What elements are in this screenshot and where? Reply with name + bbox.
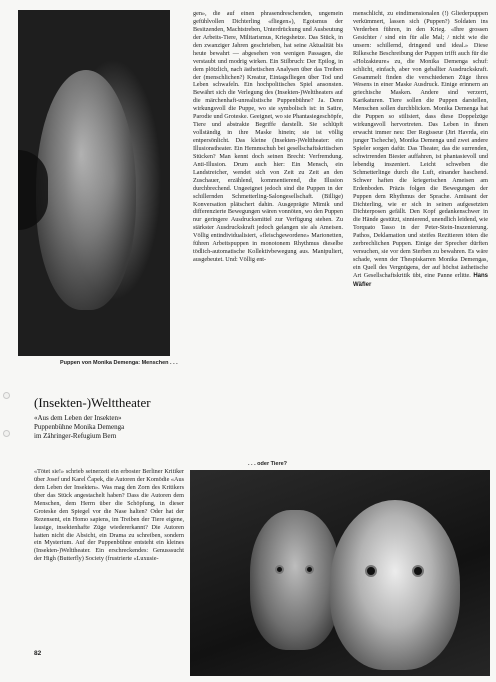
puppet-figure [250, 510, 340, 650]
puppet-eye [275, 565, 284, 574]
text-column-1 [193, 10, 343, 450]
column-body: menschlicht, zu eindimensionalen (!) Gliederpuppen verkümmert, lassen sich (Puppen?) Soldaten ins Verderben führen, in den Krieg. «Ihre grossen Gesichter / sind ein für alle Mal; / nicht wie die unsern: schillernd, dringend und ideal.» Diese Rilkesche Beschreibung der Puppen trifft auch für die «Holzakteure» zu, die Monika Demenga schuf: schlicht, einfach, aber von geballter Ausdruckskraft. Gesammelt finden die verschiedenen Züge ihres Wesens in einer Maske Ausdruck. Einige erinnern an griechische Masken. Andere sind verzerrt, Karikaturen. Tiere sollen die Puppen darstellen, Menschen sollen durchblicken. Monika Demenga hat die Puppen so stilisiert, dass diese Doppelzüge wirkungsvoll hervortreten. Das Leben in ihnen erwacht immer neu: Der Regisseur (Jiri Havrda, ein junger Tscheche), Monika Demenga und zwei andere Spieler sorgen dafür. Das Theater, das die surrenden, schwirrenden Biester auffahren, ist phantasievoll und lebendig inszeniert. Leicht schweben die Schmetterlinge durch die Luft, einander haschend. Schwer haften die kriegerischen Ameisen am Erdenboden. Präzis folgen die Bewegungen der Puppen dem Rhythmus der Sprache. Amüsant der Dichterling, wie er sich in seinen aufgesetzten Dichterposen gefällt. Den Kopf gedankenschwer in die Hände gestützt, sinnierend, unendlich leidend, wie Torquato Tasso in der Peter-Stein-Inszenierung. Pathos, Deklamation und steifes Rezitieren töten die zerbrechlichen Puppen. Einige der Sprecher dürften versuchen, sie vor dem Sterben zu bewahren. Es wäre schade, wenn der Thespiskarren Monika Demengas, ein Quell des Vergnügens, der auf höchst ästhetische Art Gesellschaftskritik übt, eine Panne erlitte. [353, 10, 488, 279]
article-title: (Insekten-)Welttheater [34, 395, 151, 410]
puppet-eye [412, 565, 424, 577]
subtitle-line: im Zähringer-Refugium Bern [34, 432, 117, 441]
photo-caption-bottom: . . . oder Tiere? [248, 461, 288, 467]
punch-hole [3, 430, 10, 437]
puppet-eye [305, 565, 314, 574]
page-number: 82 [34, 650, 42, 657]
text-column-2 [353, 10, 488, 460]
puppet-figure [330, 500, 460, 670]
puppet-photo-humans [18, 10, 170, 356]
column-text: gen», die auf einen phrasendreschenden, ungemein gefühlvollen Dichterling «fliegen»), Egoismus der Besitzenden, Machtstreben, Unterdrückung und Ausbeutung der Arbeits-Tiere, Militarismus, Kriegshetze. Das Stück, in den zwanziger Jahren geschrieben, hat seine Aktualität bis heute bewahrt — abgesehen von wenigen Passagen, die verstaubt und modrig wirken. Ein Stilbruch: Der Epilog, in dem plötzlich, nach ästhetischen Analysen über das Treiben der (menschlichen?) Kreatur, Eintagsfliegen über Tod und Leben schwafeln. Ein hochpolitisches Spiel ansonsten. Bewährt sich die Verlegung des (Insekten-)Welttheaters auf die märchenhaft-unrealistische Puppenbühne? Ja. Denn wirkungsvoll die Puppe, wo sie symbolisch ist: in Satire, Parodie und Groteske. Geeignet, wo sie Phantasiegeschöpfe, Tiere und abstrakte Begriffe darstellt. Sie schlüpft vollständig in ihre Maske hinein; sie ist völlig entpersönlicht. Das kleine (Insekten-)Welttheater: ein Illusionstheater. Ein Hemmschuh bei gesellschaftskritischen Stücken? Man kennt doch seinen Brecht: Verfremdung. Anti-Illusion. Drum auch hier: Ein Mensch, ein Landstreicher, wendet sich von Zeit zu Zeit an den Zuschauer, erzählend, kommentierend, die Illusion durchbrechend. Ungeeignet jedoch sind die Puppen in der schillernden Schmetterling-Salongesellschaft. (Billige) Konversation plätschert dahin. Ausgeprägte Mimik und differenzierte Bewegungen wären vonnöten, wo den Puppen nur geringere Ausdrucksmittel zur Verfügung stehen. Zu stärkster Ausdruckskraft jedoch gelangen sie als Ameisen. Völlig entindividualisiert, «fleischgewordene» Marionetten, führen Arbeitspuppen in monotonem Rhythmus dieselbe tödlich-automatische Kollektivbewegung aus. Manipuliert, ausgebeutet. Und: Völlig ent- [193, 10, 343, 264]
punch-hole [3, 392, 10, 399]
puppet-photo-animals [190, 470, 490, 676]
text-column-3 [34, 468, 184, 643]
puppet-eye [365, 565, 377, 577]
subtitle-line: Puppenbühne Monika Demenga [34, 423, 125, 432]
author-signature: Hans Wäfler [353, 272, 488, 288]
photo-caption-top: Puppen von Monika Demenga: Menschen . . . [60, 360, 178, 366]
subtitle-line: «Aus dem Leben der Insekten» [34, 414, 122, 422]
article-subtitle [34, 414, 184, 442]
column-text [353, 10, 488, 289]
column-text: «Tötet sie!» schrieb seinerzeit ein erboster Berliner Kritiker über Josef und Karel Čapek, die Autoren der Komödie «Aus dem Leben der Insekten». Was mag den Zorn des Kritikers über das Stück angestachelt haben? Dass die Autoren dem Menschen, dem Herrn über die Schöpfung, in dieser Groteske den Spiegel vor die Nase halten? Oder hat der Rezensent, ein Homo sapiens, im Treiben der Tiere eigene, lausige, insektenhafte Züge wiedererkannt? Die Autoren hatten nicht die Absicht, ein Drama zu schreiben, sondern ein Mysterium. Auf der Puppenbühne entsteht ein kleines (Insekten-)Welttheater. Ein erschreckendes: Genusssucht der High (Butterfly) Society (frustrierte «Luxusie- [34, 468, 184, 563]
puppet-mask-shape [36, 70, 136, 310]
